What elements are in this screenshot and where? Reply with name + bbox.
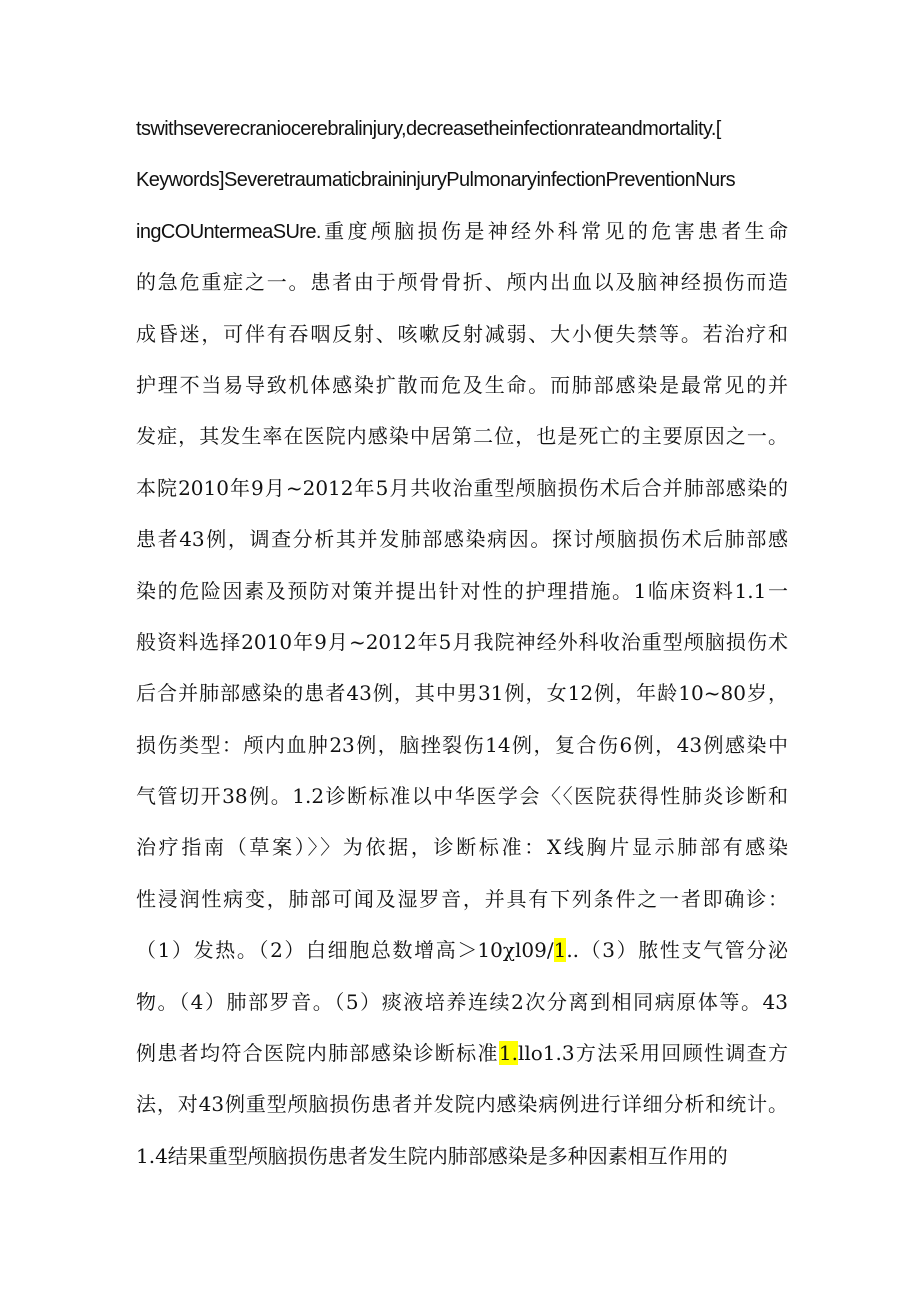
text-line xyxy=(136,1028,788,1079)
text-segment: 护理不当易导致机体感染扩散而危及生命。而肺部感染是最常见的并 xyxy=(136,372,788,397)
text-line xyxy=(136,720,788,771)
text-segment: Keywords]SeveretraumaticbraininjuryPulmonaryinfectionPreventionNurs xyxy=(136,169,735,192)
text-segment: 性浸润性病变，肺部可闻及湿罗音，并具有下列条件之一者即确诊： xyxy=(136,886,788,911)
text-segment: 法，对43例重型颅脑损伤患者并发院内感染病例进行详细分析和统计。 xyxy=(136,1092,788,1117)
text-line xyxy=(136,617,788,668)
text-line xyxy=(136,257,788,308)
text-segment: 例患者均符合医院内肺部感染诊断标准 xyxy=(136,1041,499,1066)
text-line xyxy=(136,771,788,822)
text-segment: tswithseverecraniocerebralinjury,decreasetheinfectionrateandmortality.[ xyxy=(136,118,721,140)
text-line xyxy=(136,977,788,1028)
text-line xyxy=(136,874,788,925)
text-segment: 1.4结果重型颅脑损伤患者发生院内肺部感染是多种因素相互作用的 xyxy=(136,1143,728,1168)
text-line xyxy=(136,822,788,873)
text-line xyxy=(136,309,788,360)
text-line xyxy=(136,206,788,257)
text-segment: ..（3）脓性支气管分泌 xyxy=(566,938,788,963)
text-line xyxy=(136,514,788,565)
text-line xyxy=(136,668,788,719)
text-segment: 损伤类型：颅内血肿23例，脑挫裂伤14例，复合伤6例，43例感染中 xyxy=(136,732,788,757)
text-segment: 重度颅脑损伤是神经外科常见的危害患者生命 xyxy=(320,218,788,243)
text-segment: （1）发热。（2）白细胞总数增高＞10χl09∕ xyxy=(136,938,554,963)
text-segment: 后合并肺部感染的患者43例，其中男31例，女12例，年龄10~80岁， xyxy=(136,681,788,706)
text-segment: llo1.3方法采用回顾性调查方 xyxy=(517,1041,788,1066)
text-segment: 般资料选择2010年9月~2012年5月我院神经外科收治重型颅脑损伤术 xyxy=(136,629,788,654)
text-segment: 患者43例，调查分析其并发肺部感染病因。探讨颅脑损伤术后肺部感 xyxy=(136,527,788,552)
text-segment: 染的危险因素及预防对策并提出针对性的护理措施。1临床资料1.1一 xyxy=(136,578,788,603)
highlighted-text: 1. xyxy=(498,1041,518,1066)
text-segment: 成昏迷，可伴有吞咽反射、咳嗽反射减弱、大小便失禁等。若治疗和 xyxy=(136,321,788,346)
text-line xyxy=(136,103,788,154)
text-segment: 气管切开38例。1.2诊断标准以中华医学会〈〈医院获得性肺炎诊断和 xyxy=(136,784,788,809)
text-line xyxy=(136,925,788,976)
text-segment: 物。（4）肺部罗音。（5）痰液培养连续2次分离到相同病原体等。43 xyxy=(136,989,788,1014)
text-line xyxy=(136,360,788,411)
body-text xyxy=(136,103,788,1182)
text-segment: 治疗指南（草案）〉〉为依据，诊断标准：X线胸片显示肺部有感染 xyxy=(136,835,788,860)
text-segment: ingCOUntermeaSUre. xyxy=(136,220,321,243)
text-line xyxy=(136,411,788,462)
text-line xyxy=(136,463,788,514)
text-segment: 本院2010年9月~2012年5月共收治重型颅脑损伤术后合并肺部感染的 xyxy=(136,475,788,500)
text-segment: 的急危重症之一。患者由于颅骨骨折、颅内出血以及脑神经损伤而造 xyxy=(136,270,788,295)
text-segment: 发症，其发生率在医院内感染中居第二位，也是死亡的主要原因之一。 xyxy=(136,424,788,449)
text-line xyxy=(136,566,788,617)
text-line xyxy=(136,1131,788,1182)
highlighted-text: 1 xyxy=(553,938,567,963)
text-line xyxy=(136,1079,788,1130)
text-line xyxy=(136,154,788,205)
